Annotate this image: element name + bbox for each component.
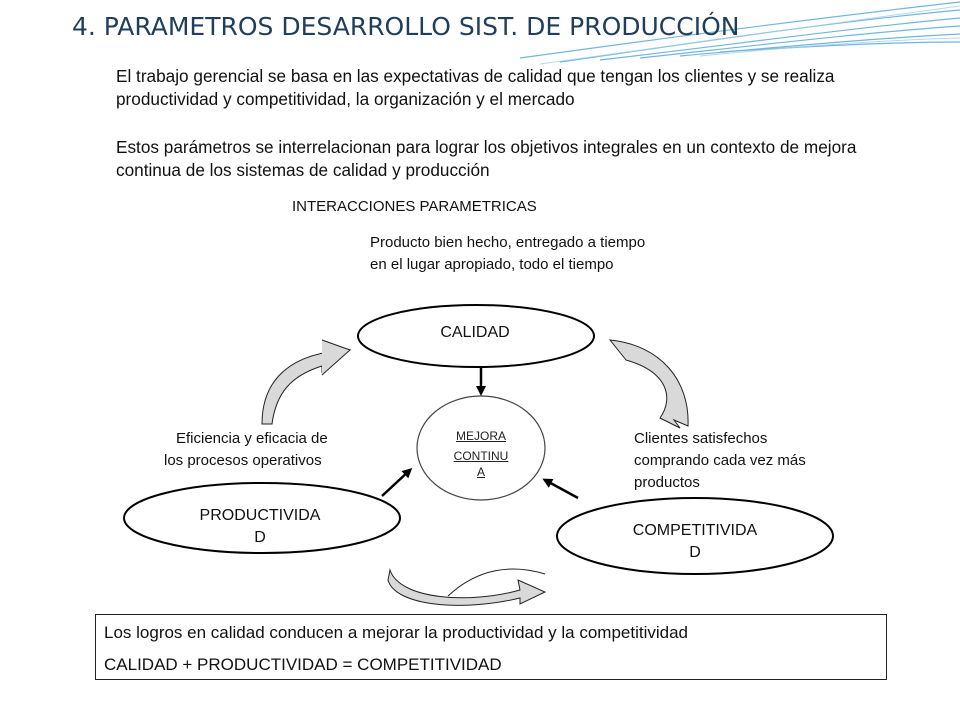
competitividad-note: Clientes satisfechos comprando cada vez más productos	[634, 430, 806, 491]
mejora-continua-label	[428, 426, 534, 482]
curved-arrow-bottom	[388, 570, 545, 605]
curved-arrow-right	[610, 340, 688, 428]
arrow-productividad-mejora	[382, 470, 410, 496]
intro-paragraph-2: Estos parámetros se interrelacionan para lograr los objetivos integrales en un contexto de mejora continua de los sistemas de calidad y producción	[116, 137, 857, 180]
competitividad-label-line-1: COMPETITIVIDA	[632, 522, 758, 539]
competitividad-label	[595, 520, 795, 564]
competitividad-label-line-2: D	[689, 544, 701, 561]
mejora-line-1: MEJORA	[455, 429, 506, 443]
productividad-label	[160, 505, 360, 549]
productividad-note: Eficiencia y eficacia de los procesos operativos	[164, 430, 328, 469]
productividad-label-line-2: D	[254, 529, 266, 546]
arrow-competitividad-mejora	[545, 480, 578, 498]
intro-paragraph-1: El trabajo gerencial se basa en las expectativas de calidad que tengan los clientes y se realiza productividad y competitividad, la organización y el mercado	[116, 66, 835, 109]
summary-box	[95, 614, 887, 680]
calidad-description: Producto bien hecho, entregado a tiempo en el lugar apropiado, todo el tiempo	[370, 234, 646, 273]
productividad-label-line-1: PRODUCTIVIDA	[199, 507, 321, 524]
summary-line-1: Los logros en calidad conducen a mejorar la productividad y la competitividad	[104, 623, 689, 642]
summary-equation: CALIDAD + PRODUCTIVIDAD = COMPETITIVIDAD	[104, 655, 502, 674]
page-title: 4. PARAMETROS DESARROLLO SIST. DE PRODUCCIÓN	[72, 12, 740, 41]
diagram-subtitle: INTERACCIONES PARAMETRICAS	[292, 198, 537, 215]
calidad-label: CALIDAD	[440, 324, 510, 341]
mejora-line-2: CONTINU	[453, 449, 509, 463]
mejora-line-3: A	[476, 465, 485, 479]
